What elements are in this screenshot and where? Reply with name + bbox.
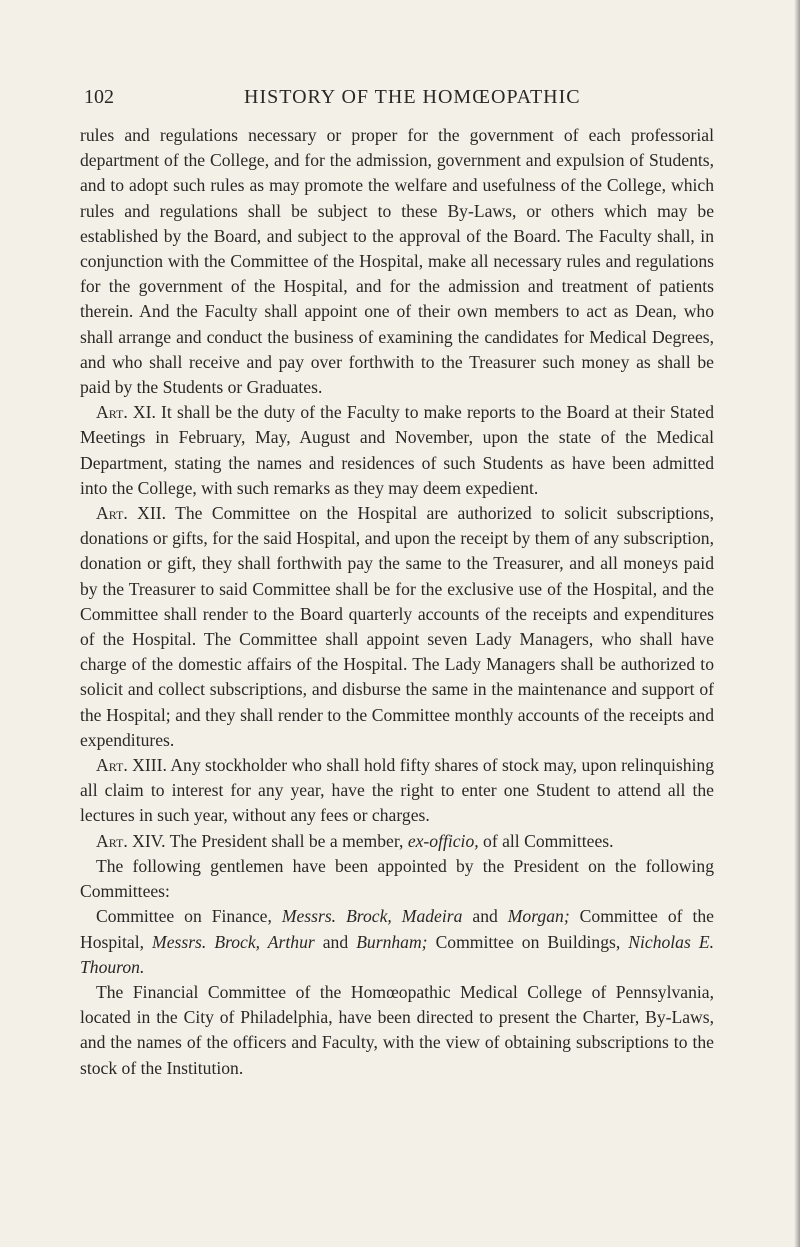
paragraph-text: The Committee on the Hospital are authorized to solicit subscriptions, donations or gifts, for the said Hospital, and upon the receipt by them of any subscription, donation or gift, they shall forthwith pay the same to the Treasurer, and all moneys paid by the Treasurer to said Committee shall be for the exclusive use of the Hospital, and the Committee shall render to the Board quarterly accounts of the receipts and expenditures of the Hospital. The Committee shall appoint seven Lady Managers, who shall have charge of the domestic affairs of the Hospital. The Lady Managers shall be authorized to solicit and collect subscriptions, and disburse the same in the maintenance and support of the Hospital; and they shall render to the Committee monthly accounts of the receipts and expenditures.: [80, 503, 714, 750]
article-xii: [80, 501, 714, 753]
page-edge-shadow: [794, 0, 800, 1247]
article-label: Art. XII.: [96, 503, 166, 524]
article-label: Art. XIV.: [96, 830, 166, 851]
paragraph-text: and: [314, 931, 357, 952]
article-xiii: [80, 753, 714, 829]
paragraph-text: of all Committees.: [478, 830, 614, 851]
paragraph-text: Committee of the Hospital,: [80, 906, 714, 952]
committees-intro: [80, 854, 714, 904]
paragraph-text: rules and regulations necessary or proper for the government of each professorial department of the College, and for the admission, government and expulsion of Students, and to adopt such rules as may promote the welfare and usefulness of the College, which rules and regulations shall be subject to these By-Laws, or others which may be established by the Board, and subject to the approval of the Board. The Faculty shall, in conjunction with the Committee of the Hospital, make all necessary rules and regulations for the government of the Hospital, and for the admission and treatment of patients therein. And the Faculty shall appoint one of their own members to act as Dean, who shall arrange and conduct the business of examining the candidates for Medical Degrees, and who shall receive and pay over forthwith to the Treasurer such money as shall be paid by the Students or Graduates.: [80, 125, 714, 398]
article-xiv: [80, 829, 714, 854]
paragraph-text: Committee on Buildings,: [427, 931, 629, 952]
member-names: Burnham;: [356, 931, 428, 952]
paragraph-text: Any stockholder who shall hold fifty shares of stock may, upon relinquishing all claim to interest for any year, have the right to enter one Student to attend all the lectures in such year, without any fees or charges.: [80, 755, 714, 826]
article-label: Art. XI.: [96, 402, 156, 423]
paragraph-text: It shall be the duty of the Faculty to make reports to the Board at their Stated Meetings in February, May, August and November, upon the state of the Medical Department, stating the names and residences of such Students as have been admitted into the College, with such remarks as they may deem expedient.: [80, 402, 714, 498]
article-label: Art. XIII.: [96, 755, 167, 776]
italic-term: ex-officio,: [407, 830, 479, 851]
paragraph-text: Committee on Finance,: [96, 906, 282, 927]
paragraph-text: The President shall be a member,: [165, 830, 408, 851]
page-header: [84, 86, 714, 116]
article-xi: [80, 400, 714, 501]
paragraph-continuation: [80, 123, 714, 400]
page-number: 102: [84, 86, 114, 108]
running-title: HISTORY OF THE HOMŒOPATHIC: [244, 86, 581, 108]
member-names: Nicholas E. Thouron.: [80, 931, 714, 977]
paragraph-text: and: [462, 906, 508, 927]
member-names: Messrs. Brock, Madeira: [281, 906, 463, 927]
member-names: Morgan;: [507, 906, 570, 927]
paragraph-text: The Financial Committee of the Homœopathic Medical College of Pennsylvania, located in the City of Philadelphia, have been directed to present the Charter, By-Laws, and the names of the officers and Faculty, with the view of obtaining subscriptions to the stock of the Institution.: [80, 981, 714, 1078]
body-text: [80, 123, 714, 1081]
member-names: Messrs. Brock, Arthur: [152, 931, 315, 952]
paragraph-text: The following gentlemen have been appointed by the President on the following Committees:: [80, 855, 714, 902]
financial-committee-paragraph: [80, 980, 714, 1081]
committees-list: [80, 904, 714, 980]
